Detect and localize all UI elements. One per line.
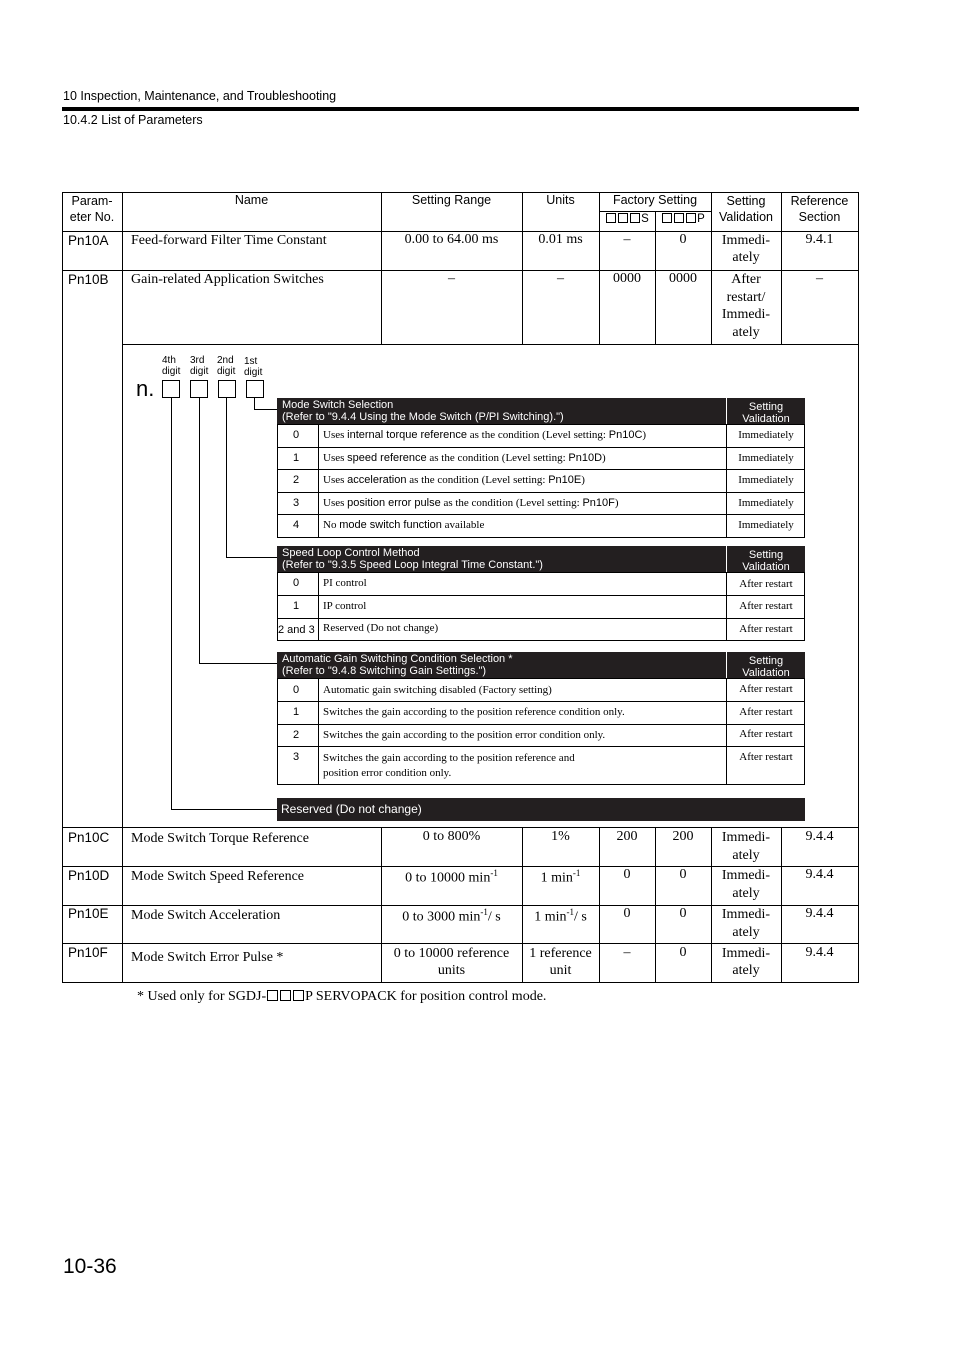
param-number: Pn10B bbox=[68, 272, 109, 287]
factory-setting-p: 0 bbox=[679, 906, 687, 921]
page-number: 10-36 bbox=[63, 1255, 117, 1278]
option-description: Reserved (Do not change) bbox=[323, 622, 439, 634]
units: 1 $\min^{-1}$ bbox=[540, 868, 581, 886]
param-name: Mode Switch Speed Reference bbox=[131, 869, 304, 884]
digit-label-1st: 1st digit bbox=[244, 356, 263, 378]
chapter-header: 10 Inspection, Maintenance, and Troubleshooting bbox=[63, 89, 337, 103]
param-number: Pn10E bbox=[68, 906, 109, 921]
option-description: Switches the gain according to the position error condition only. bbox=[323, 729, 606, 741]
digit-label-4th: 4th digit bbox=[162, 355, 181, 377]
factory-setting-s: – bbox=[623, 232, 631, 247]
factory-setting-p: 0 bbox=[679, 232, 687, 247]
option-validation: After restart bbox=[739, 706, 793, 718]
digit-box-4th bbox=[162, 380, 180, 398]
col-header-reference-section: Reference Section bbox=[790, 194, 849, 224]
factory-setting-s: 0000 bbox=[613, 271, 641, 286]
setting-range: 0 to 10000 $\min^{-1}$ bbox=[405, 868, 498, 886]
option-code: 0 bbox=[293, 577, 300, 589]
option-validation: After restart bbox=[739, 683, 793, 695]
option-validation: Immediately bbox=[738, 429, 794, 441]
col-header-setting-range: Setting Range bbox=[411, 193, 492, 207]
connector-line bbox=[226, 557, 278, 558]
option-validation: After restart bbox=[739, 623, 793, 635]
units: – bbox=[557, 271, 564, 286]
setting-validation: Immedi- ately bbox=[721, 233, 771, 265]
setting-range: – bbox=[448, 271, 455, 286]
setting-validation: After restart/ Immedi- ately bbox=[721, 272, 771, 340]
section-header: 10.4.2 List of Parameters bbox=[63, 113, 203, 127]
setting-range: 0 to 3000 $\min^{-1}/$ s bbox=[402, 907, 501, 925]
units: 1% bbox=[551, 829, 570, 844]
factory-setting-s: 200 bbox=[616, 829, 638, 844]
option-validation: After restart bbox=[739, 751, 793, 763]
param-number: Pn10F bbox=[68, 945, 108, 960]
param-prefix: n. bbox=[136, 376, 155, 401]
param-number: Pn10D bbox=[68, 868, 110, 883]
reference-section: 9.4.4 bbox=[805, 906, 834, 921]
option-validation: After restart bbox=[739, 728, 793, 740]
option-description: IP control bbox=[323, 600, 367, 612]
factory-setting-s: 0 bbox=[623, 867, 631, 882]
footnote: * Used only for SGDJ- P SERVOPACK for position control mode. bbox=[137, 989, 547, 1004]
factory-setting-p: 200 bbox=[672, 829, 694, 844]
option-validation: Immediately bbox=[738, 452, 794, 464]
param-name: Mode Switch Error Pulse * bbox=[131, 950, 284, 965]
setting-validation: Immedi- ately bbox=[721, 868, 771, 901]
option-code: 2 bbox=[293, 729, 300, 741]
option-validation: Immediately bbox=[738, 474, 794, 486]
reference-section: 9.4.1 bbox=[805, 232, 834, 247]
col-header-param-no: Param- eter No. bbox=[69, 194, 115, 224]
connector-line bbox=[199, 663, 278, 664]
factory-setting-s: 0 bbox=[623, 906, 631, 921]
digit-box-2nd bbox=[218, 380, 236, 398]
col-header-factory-s: S bbox=[599, 213, 655, 225]
option-validation: After restart bbox=[739, 600, 793, 612]
option-validation: Immediately bbox=[738, 497, 794, 509]
reserved-digit-bar: Reserved (Do not change) bbox=[277, 798, 805, 821]
option-description: Switches the gain according to the position reference and position error condition only. bbox=[323, 752, 575, 779]
connector-line bbox=[254, 409, 278, 410]
option-code: 2 bbox=[293, 474, 300, 486]
digit-box-3rd bbox=[190, 380, 208, 398]
col-header-factory-p: P bbox=[655, 213, 711, 225]
col-header-factory-setting: Factory Setting bbox=[612, 193, 698, 207]
col-header-setting-validation: Setting Validation bbox=[719, 194, 773, 224]
digit-label-3rd: 3rd digit bbox=[190, 355, 209, 377]
col-header-units: Units bbox=[546, 193, 575, 207]
option-validation: After restart bbox=[739, 578, 793, 590]
option-description: Uses acceleration as the condition (Level setting: Pn10E) bbox=[323, 474, 585, 486]
option-description: PI control bbox=[323, 577, 367, 589]
digit-label-2nd: 2nd digit bbox=[217, 355, 236, 377]
option-description: Switches the gain according to the position reference condition only. bbox=[323, 706, 625, 718]
factory-setting-s: – bbox=[623, 945, 631, 960]
mode-switch-validation-head: Setting Validation bbox=[727, 398, 805, 424]
setting-validation: Immedi- ately bbox=[721, 830, 771, 863]
factory-setting-p: 0000 bbox=[669, 271, 697, 286]
setting-range: 0 to 10000 reference units bbox=[393, 946, 510, 978]
setting-range: 0 to 800% bbox=[422, 829, 481, 844]
units: 0.01 ms bbox=[538, 232, 583, 247]
connector-line bbox=[171, 398, 172, 810]
option-code: 2 and 3 bbox=[278, 624, 315, 636]
reference-section: – bbox=[816, 271, 823, 286]
option-code: 0 bbox=[293, 684, 300, 696]
option-code: 0 bbox=[293, 429, 300, 441]
param-name: Mode Switch Torque Reference bbox=[131, 831, 309, 846]
units: 1 $\min^{-1}/$ s bbox=[534, 907, 587, 925]
param-name: Feed-forward Filter Time Constant bbox=[131, 233, 327, 248]
reference-section: 9.4.4 bbox=[805, 829, 834, 844]
digit-box-1st bbox=[246, 380, 264, 398]
option-code: 4 bbox=[293, 519, 300, 531]
option-code: 1 bbox=[293, 600, 300, 612]
option-description: Uses position error pulse as the condition (Level setting: Pn10F) bbox=[323, 497, 619, 509]
option-description: Automatic gain switching disabled (Factory setting) bbox=[323, 684, 552, 696]
reference-section: 9.4.4 bbox=[805, 867, 834, 882]
auto-gain-title: Automatic Gain Switching Condition Selection * (Refer to "9.4.8 Switching Gain Settings.") bbox=[277, 652, 726, 678]
setting-range: 0.00 to 64.00 ms bbox=[404, 232, 499, 247]
option-code: 1 bbox=[293, 452, 300, 464]
option-code: 3 bbox=[293, 751, 300, 763]
connector-line bbox=[171, 809, 278, 810]
param-name: Gain-related Application Switches bbox=[131, 272, 324, 287]
mode-switch-title: Mode Switch Selection (Refer to "9.4.4 Using the Mode Switch (P/PI Switching).") bbox=[277, 398, 726, 424]
speed-loop-validation-head: Setting Validation bbox=[727, 546, 805, 572]
reference-section: 9.4.4 bbox=[805, 945, 834, 960]
param-number: Pn10A bbox=[68, 233, 109, 248]
connector-line bbox=[199, 398, 200, 664]
param-number: Pn10C bbox=[68, 830, 110, 845]
connector-line bbox=[226, 398, 227, 558]
units: 1 reference unit bbox=[529, 946, 592, 978]
auto-gain-validation-head: Setting Validation bbox=[727, 652, 805, 678]
option-description: No mode switch function available bbox=[323, 519, 485, 531]
setting-validation: Immedi- ately bbox=[721, 907, 771, 940]
option-description: Uses speed reference as the condition (Level setting: Pn10D) bbox=[323, 452, 606, 464]
col-header-name: Name bbox=[234, 193, 269, 207]
option-code: 3 bbox=[293, 497, 300, 509]
factory-setting-p: 0 bbox=[679, 945, 687, 960]
param-name: Mode Switch Acceleration bbox=[131, 908, 281, 923]
speed-loop-title: Speed Loop Control Method (Refer to "9.3.5 Speed Loop Integral Time Constant.") bbox=[277, 546, 726, 572]
factory-setting-p: 0 bbox=[679, 867, 687, 882]
setting-validation: Immedi- ately bbox=[721, 946, 771, 978]
header-rule bbox=[62, 107, 859, 111]
option-description: Uses internal torque reference as the condition (Level setting: Pn10C) bbox=[323, 429, 647, 441]
option-validation: Immediately bbox=[738, 519, 794, 531]
option-code: 1 bbox=[293, 706, 300, 718]
